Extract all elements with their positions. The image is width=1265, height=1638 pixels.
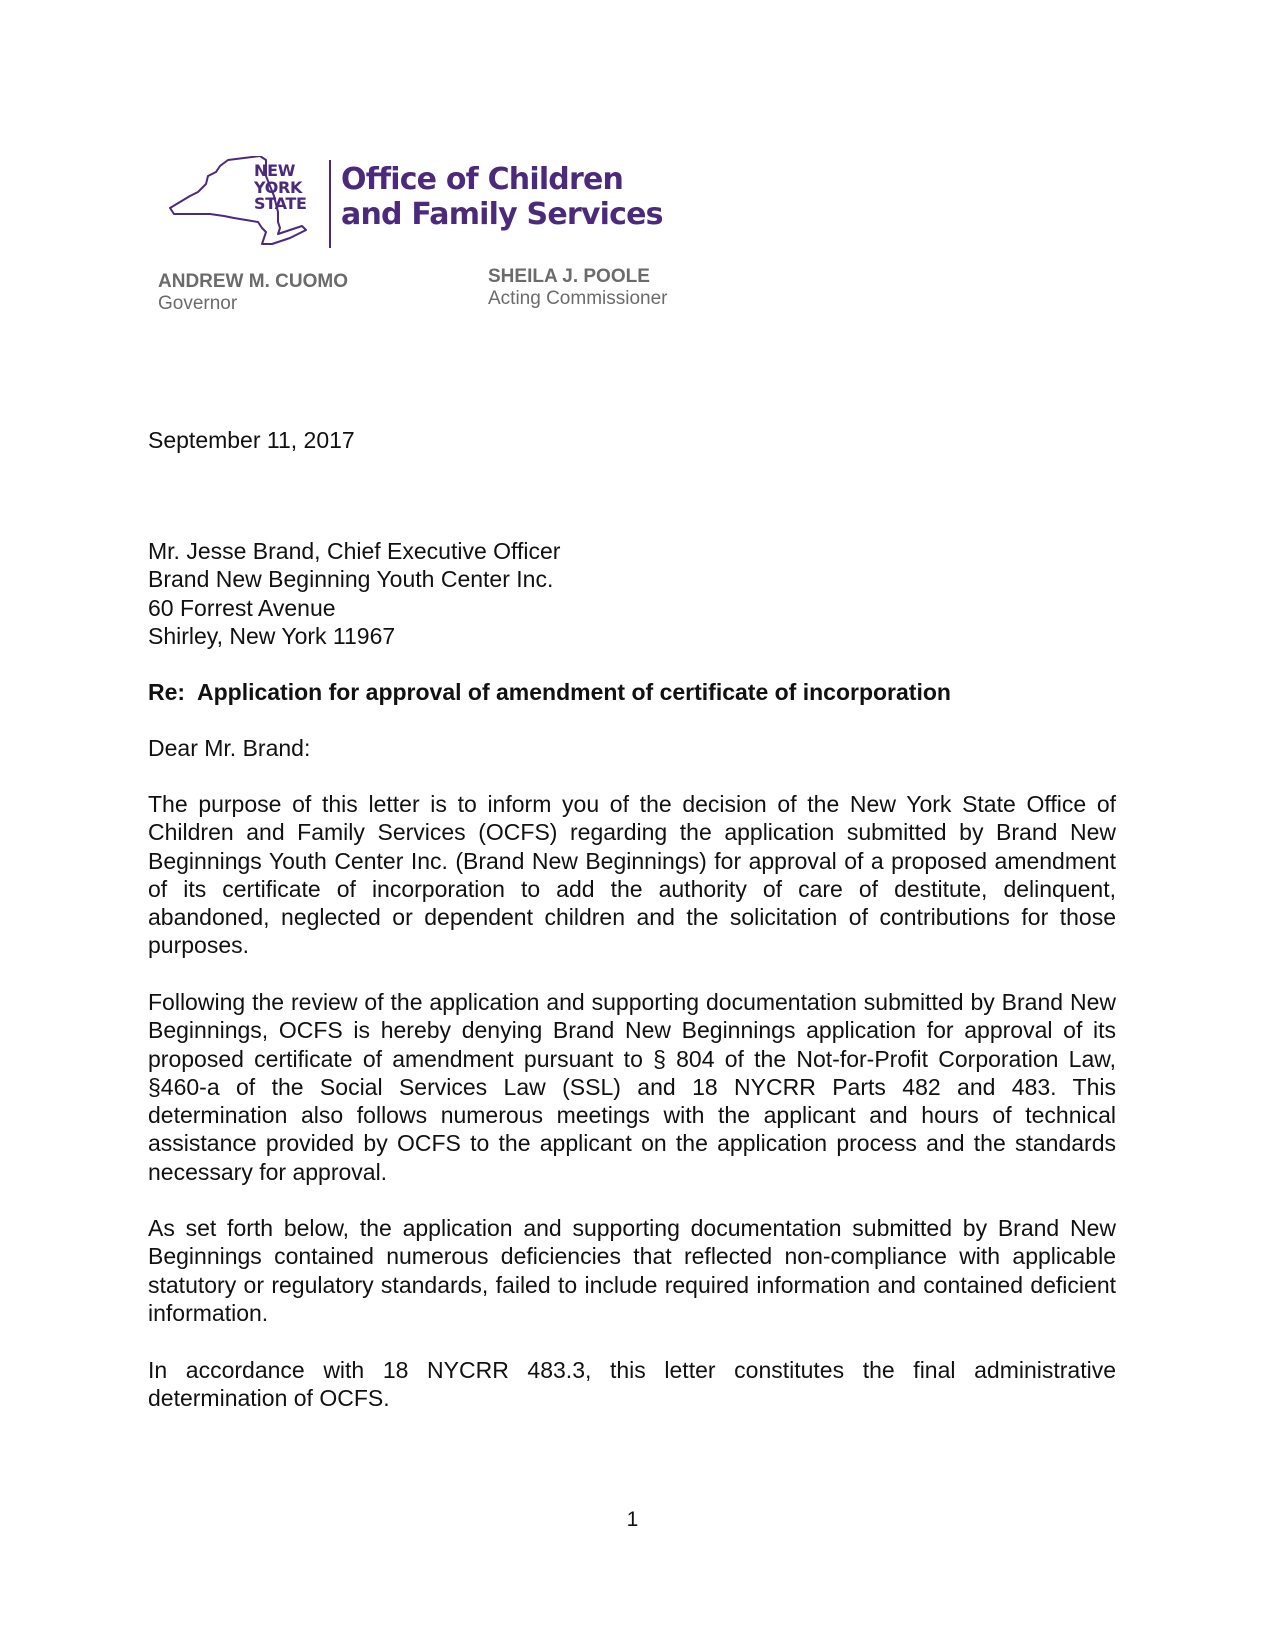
body-paragraph: Following the review of the application and supporting documentation submitted by Brand New Beginnings, OCFS is hereby denying Brand New Beginnings application for approval of its proposed certificate of amendment pursuant to § 804 of the Not-for-Profit Corporation Law, §460-a of the Social Services Law (SSL) and 18 NYCRR Parts 482 and 483. This determination also follows numerous meetings with the applicant and hours of technical assistance provided by OCFS to the applicant on the application process and the standards necessary for approval. xyxy=(148,989,1116,1185)
wordmark-line: YORK xyxy=(254,177,303,197)
page-number: 1 xyxy=(626,1508,639,1531)
salutation: Dear Mr. Brand: xyxy=(148,735,311,761)
recipient-address xyxy=(148,537,560,650)
office-name-line2: and Family Services xyxy=(341,197,663,232)
office-name-line1: Office of Children xyxy=(341,162,624,197)
letter-date: September 11, 2017 xyxy=(148,427,355,453)
logo-divider xyxy=(329,160,331,248)
commissioner-name: SHEILA J. POOLE xyxy=(488,266,650,287)
new-york-state-wordmark xyxy=(254,163,316,213)
body-paragraph: In accordance with 18 NYCRR 483.3, this letter constitutes the final administrative determination of OCFS. xyxy=(148,1357,1116,1412)
body-paragraph: As set forth below, the application and supporting documentation submitted by Brand New Beginnings contained numerous deficiencies that reflected non-compliance with applicable statutory or regulatory standards, failed to include required information and contained deficient information. xyxy=(148,1215,1116,1326)
governor-title: Governor xyxy=(158,293,238,314)
wordmark-line: STATE xyxy=(254,194,307,213)
wordmark-line: NEW xyxy=(254,161,296,180)
body-paragraph: The purpose of this letter is to inform you of the decision of the New York State Office of Children and Family Services (OCFS) regarding the application submitted by Brand New Beginnings Youth Center Inc. (Brand New Beginnings) for approval of a proposed amendment of its certificate of incorporation to add the authority of care of destitute, delinquent, abandoned, neglected or dependent children and the solicitation of contributions for those purposes. xyxy=(148,791,1116,959)
subject-line: Re: Application for approval of amendment of certificate of incorporation xyxy=(148,679,951,705)
commissioner-title: Acting Commissioner xyxy=(488,288,668,309)
recipient-line: Brand New Beginning Youth Center Inc. xyxy=(148,566,554,593)
recipient-line: Mr. Jesse Brand, Chief Executive Officer xyxy=(148,538,561,564)
office-name xyxy=(341,162,663,232)
recipient-line: 60 Forrest Avenue xyxy=(148,594,336,621)
recipient-line: Shirley, New York 11967 xyxy=(148,622,396,649)
governor-name: ANDREW M. CUOMO xyxy=(158,271,348,292)
